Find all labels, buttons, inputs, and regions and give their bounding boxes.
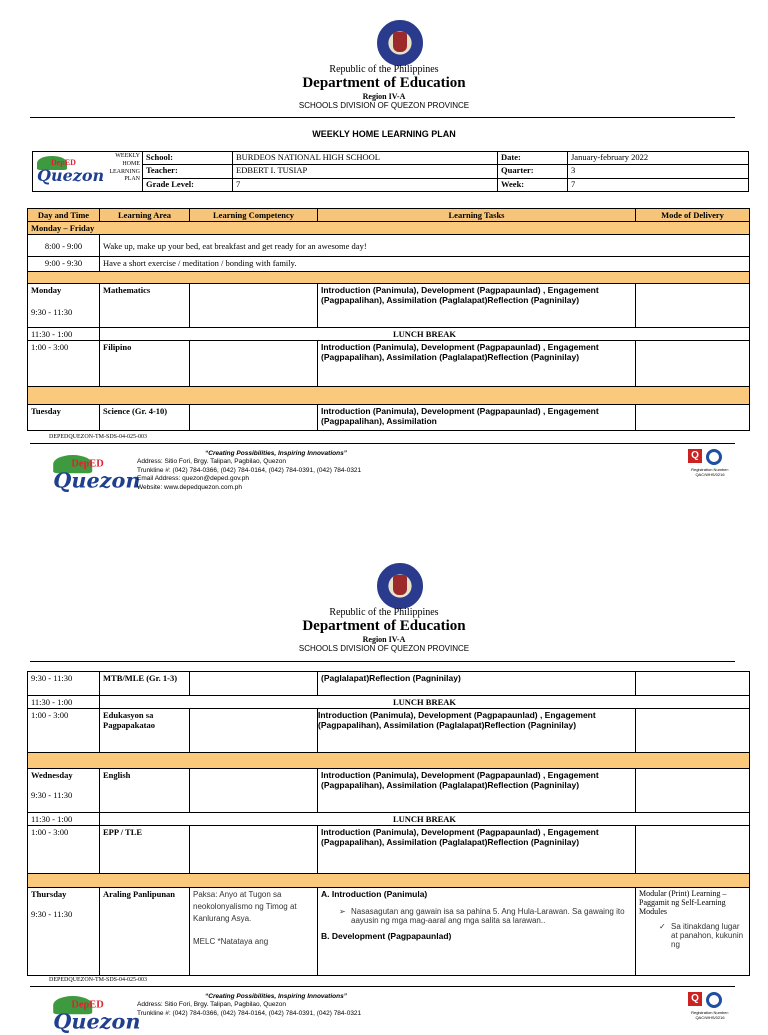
learning-area: Mathematics bbox=[100, 284, 190, 328]
time-label: 11:30 - 1:00 bbox=[28, 328, 100, 341]
header-divider bbox=[30, 117, 735, 118]
page-header bbox=[0, 64, 768, 110]
footer-contact bbox=[137, 450, 361, 492]
mode-check: ✓ Sa itinakdang lugar at panahon, kukunin ng bbox=[659, 922, 744, 949]
date-value: January-february 2022 bbox=[568, 152, 749, 165]
division-text: SCHOOLS DIVISION OF QUEZON PROVINCE bbox=[298, 644, 470, 653]
day-label: Tuesday bbox=[28, 405, 100, 431]
learning-tasks: Introduction (Panimula), Development (Pagpapaunlad) , Engagement (Pagpapalihan), Assimilation (Paglalapat)Reflection (Pagninilay) bbox=[318, 284, 636, 328]
division-text: SCHOOLS DIVISION OF QUEZON PROVINCE bbox=[298, 101, 470, 110]
competency-melc: MELC *Natataya ang bbox=[193, 937, 269, 946]
republic-text: Republic of the Philippines bbox=[329, 64, 439, 75]
day-cell bbox=[28, 888, 100, 976]
learning-tasks: Introduction (Panimula), Development (Pagpapaunlad) , Engagement (Pagpapalihan), Assimilation (Paglalapat)Reflection (Pagninilay) bbox=[318, 341, 636, 387]
band-separator bbox=[28, 753, 750, 769]
tagline: “Creating Possibilities, Inspiring Innovations” bbox=[205, 993, 347, 1000]
time-label: 9:30 - 11:30 bbox=[28, 672, 100, 696]
mode-text: Modular (Print) Learning – Paggamit ng Self-Learning Modules bbox=[639, 889, 727, 916]
band-separator bbox=[28, 874, 750, 888]
learning-tasks: Introduction (Panimula), Development (Pagpapaunlad) , Engagement (Pagpapalihan), Assimilation (Paglalapat)Reflection (Pagninilay) bbox=[318, 769, 636, 813]
school-value: BURDEOS NATIONAL HIGH SCHOOL bbox=[233, 152, 498, 165]
monday-friday-band: Monday – Friday bbox=[28, 222, 750, 235]
website: Website: www.depedquezon.com.ph bbox=[137, 483, 243, 491]
day-label: Wednesday bbox=[31, 770, 73, 780]
learning-area: MTB/MLE (Gr. 1-3) bbox=[100, 672, 190, 696]
learning-area: EPP / TLE bbox=[100, 826, 190, 874]
learning-area: Science (Gr. 4-10) bbox=[100, 405, 190, 431]
region-text: Region IV-A bbox=[362, 635, 406, 644]
region-text: Region IV-A bbox=[362, 92, 406, 101]
competency-cell bbox=[190, 826, 318, 874]
task-development: B. Development (Pagpapaunlad) bbox=[321, 931, 452, 942]
deped-quezon-logo: DepED Quezon bbox=[48, 996, 139, 1035]
competency-cell bbox=[190, 888, 318, 976]
department-title: Department of Education bbox=[302, 618, 466, 634]
col-competency: Learning Competency bbox=[190, 209, 318, 222]
learning-tasks bbox=[318, 888, 636, 976]
competency-cell bbox=[190, 769, 318, 813]
address: Address: Sitio Fori, Brgy. Talipan, Pagbilao, Quezon bbox=[137, 458, 286, 466]
col-mode: Mode of Delivery bbox=[636, 209, 750, 222]
tagline: “Creating Possibilities, Inspiring Innovations” bbox=[205, 450, 347, 457]
day-label: Monday bbox=[31, 285, 62, 295]
col-day-time: Day and Time bbox=[28, 209, 100, 222]
plan-title: WEEKLY HOME LEARNING PLAN bbox=[312, 129, 456, 139]
mode-cell bbox=[636, 672, 750, 696]
time-label: 9:30 - 11:30 bbox=[31, 790, 73, 800]
trunkline: Trunkline #: (042) 784-0366, (042) 784-0164, (042) 784-0391, (042) 784-0321 bbox=[137, 1009, 362, 1017]
col-learning-area: Learning Area bbox=[100, 209, 190, 222]
lunch-break: LUNCH BREAK bbox=[100, 813, 750, 826]
learning-tasks: Introduction (Panimula), Development (Pagpapaunlad) , Engagement (Pagpapalihan), Assimilation bbox=[318, 405, 636, 431]
iso-certification-icon: Q Registration Number: QAC/WHS/0216 bbox=[688, 447, 732, 479]
band-separator bbox=[28, 272, 750, 284]
lunch-break: LUNCH BREAK bbox=[100, 696, 750, 709]
date-label: Date: bbox=[498, 152, 568, 165]
time-label: 1:00 - 3:00 bbox=[28, 341, 100, 387]
schedule-table-page2 bbox=[27, 671, 750, 976]
week-label: Week: bbox=[498, 178, 568, 191]
schedule-table bbox=[27, 208, 750, 431]
competency-cell bbox=[190, 405, 318, 431]
competency-cell bbox=[190, 284, 318, 328]
deped-quezon-logo: DepED Quezon bbox=[37, 158, 105, 185]
learning-area: Araling Panlipunan bbox=[100, 888, 190, 976]
competency-topic: Paksa: Anyo at Tugon sa neokolonyalismo ng Timog at Kanlurang Asya. bbox=[193, 890, 297, 923]
footer-contact bbox=[137, 993, 361, 1018]
day-cell bbox=[28, 769, 100, 813]
quarter-label: Quarter: bbox=[498, 165, 568, 178]
check-icon: ✓ bbox=[659, 922, 666, 931]
iso-certification-icon: Q Registration Number: QAC/WHS/0216 bbox=[688, 990, 732, 1022]
competency-cell bbox=[190, 672, 318, 696]
learning-tasks: Introduction (Panimula), Development (Pagpapaunlad) , Engagement (Pagpapalihan), Assimilation (Paglalapat)Reflection (Pagninilay) bbox=[318, 709, 636, 753]
page-header bbox=[0, 607, 768, 653]
deped-seal-icon bbox=[377, 563, 423, 609]
time-label: 9:30 - 11:30 bbox=[31, 909, 73, 919]
learning-area: Filipino bbox=[100, 341, 190, 387]
department-title: Department of Education bbox=[302, 75, 466, 91]
footer-code: DEPEDQUEZON-TM-SDS-04-025-003 bbox=[49, 977, 147, 983]
grade-value: 7 bbox=[233, 178, 498, 191]
deped-quezon-logo: DepED Quezon bbox=[48, 455, 139, 494]
grade-label: Grade Level: bbox=[143, 178, 233, 191]
quarter-value: 3 bbox=[568, 165, 749, 178]
header-divider bbox=[30, 661, 735, 662]
mode-cell bbox=[636, 709, 750, 753]
logo-plan-label: WEEKLY HOME LEARNING PLAN bbox=[109, 153, 140, 183]
arrow-bullet-icon: ➢ bbox=[339, 907, 346, 917]
competency-cell bbox=[190, 341, 318, 387]
teacher-label: Teacher: bbox=[143, 165, 233, 178]
learning-tasks: (Paglalapat)Reflection (Pagninilay) bbox=[318, 672, 636, 696]
band-separator bbox=[28, 387, 750, 405]
day-label: Thursday bbox=[31, 889, 67, 899]
col-tasks: Learning Tasks bbox=[318, 209, 636, 222]
mode-cell bbox=[636, 888, 750, 976]
footer-code: DEPEDQUEZON-TM-SDS-04-025-003 bbox=[49, 434, 147, 440]
address: Address: Sitio Fori, Brgy. Talipan, Pagbilao, Quezon bbox=[137, 1001, 286, 1009]
email: Email Address: quezon@deped.gov.ph bbox=[137, 475, 249, 483]
mode-cell bbox=[636, 284, 750, 328]
week-value: 7 bbox=[568, 178, 749, 191]
competency-cell bbox=[190, 709, 318, 753]
info-table bbox=[32, 151, 749, 192]
logo-cell bbox=[33, 152, 143, 192]
learning-tasks: Introduction (Panimula), Development (Pagpapaunlad) , Engagement (Pagpapalihan), Assimilation (Paglalapat)Reflection (Pagninilay) bbox=[318, 826, 636, 874]
time-label: 11:30 - 1:00 bbox=[28, 813, 100, 826]
time-label: 1:00 - 3:00 bbox=[28, 826, 100, 874]
row-task: Have a short exercise / meditation / bonding with family. bbox=[100, 257, 750, 272]
learning-area: Edukasyon sa Pagpapakatao bbox=[100, 709, 190, 753]
mode-cell bbox=[636, 341, 750, 387]
row-time: 8:00 - 9:00 bbox=[28, 235, 100, 257]
mode-cell bbox=[636, 826, 750, 874]
mode-cell bbox=[636, 405, 750, 431]
trunkline: Trunkline #: (042) 784-0366, (042) 784-0164, (042) 784-0391, (042) 784-0321 bbox=[137, 466, 362, 474]
time-label: 11:30 - 1:00 bbox=[28, 696, 100, 709]
footer-divider bbox=[30, 443, 735, 444]
learning-area: English bbox=[100, 769, 190, 813]
row-time: 9:00 - 9:30 bbox=[28, 257, 100, 272]
school-label: School: bbox=[143, 152, 233, 165]
time-label: 1:00 - 3:00 bbox=[28, 709, 100, 753]
republic-text: Republic of the Philippines bbox=[329, 607, 439, 618]
day-cell bbox=[28, 284, 100, 328]
time-label: 9:30 - 11:30 bbox=[31, 307, 73, 317]
mode-cell bbox=[636, 769, 750, 813]
teacher-value: EDBERT I. TUSIAP bbox=[233, 165, 498, 178]
task-bullet: ➢ Nasasagutan ang gawain isa sa pahina 5. Ang Hula-Larawan. Sa gawaing ito aayusin ng mga mag-aaral ang mga salita sa larawan.. bbox=[339, 907, 625, 926]
row-task: Wake up, make up your bed, eat breakfast and get ready for an awesome day! bbox=[100, 235, 750, 257]
deped-seal-icon bbox=[377, 20, 423, 66]
lunch-break: LUNCH BREAK bbox=[100, 328, 750, 341]
footer-divider bbox=[30, 986, 735, 987]
task-introduction: A. Introduction (Panimula) bbox=[321, 889, 428, 899]
